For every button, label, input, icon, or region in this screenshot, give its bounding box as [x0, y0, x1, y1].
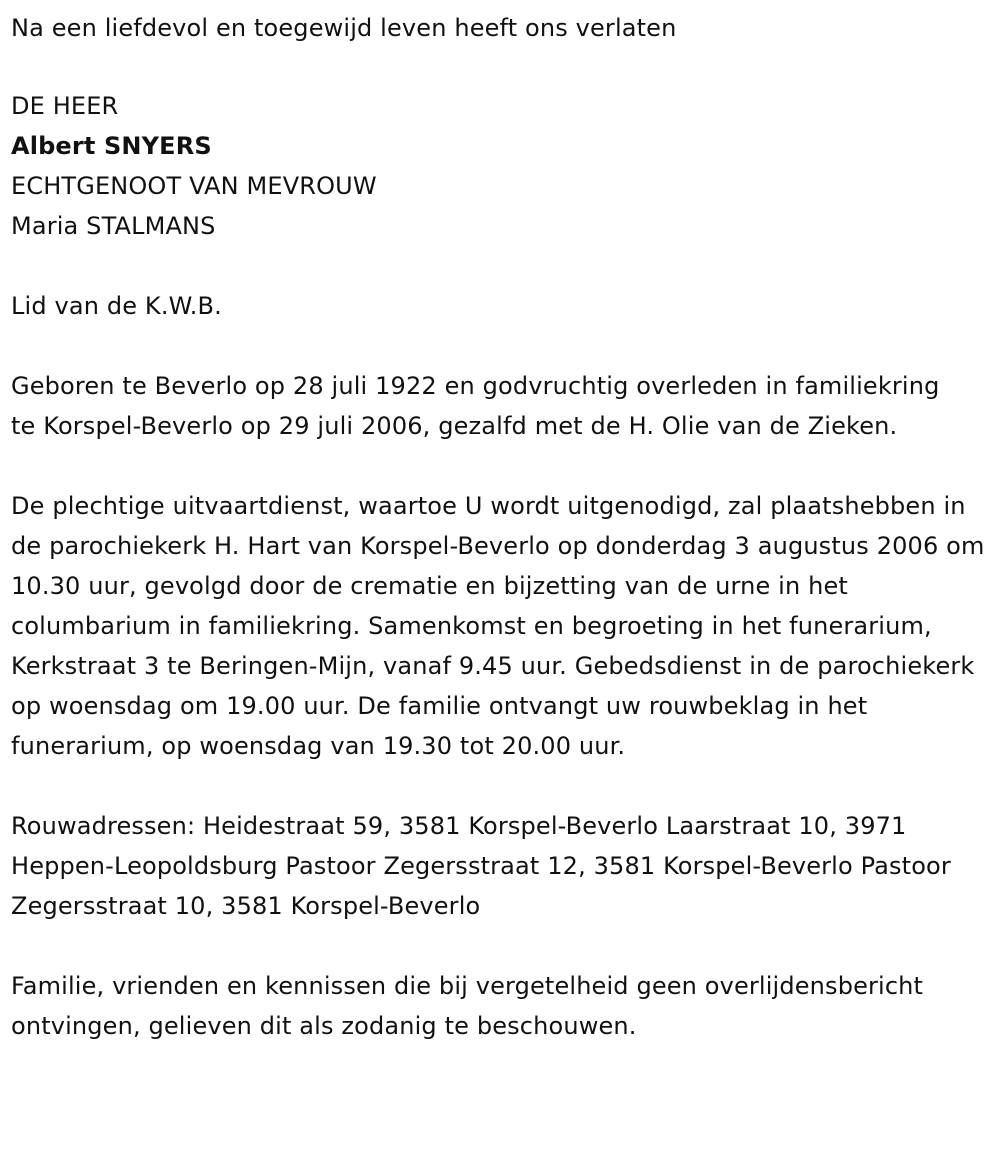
membership-text: Lid van de K.W.B.	[11, 292, 222, 320]
intro-text: Na een liefdevol en toegewijd leven heeft ons verlaten	[11, 14, 677, 42]
honorific-title: DE HEER	[11, 92, 119, 120]
closing-paragraph: Familie, vrienden en kennissen die bij vergetelheid geen overlijdensbericht ontvingen, gelieven dit als zodanig te beschouwen.	[11, 972, 924, 1040]
funeral-service-paragraph: De plechtige uitvaartdienst, waartoe U wordt uitgenodigd, zal plaatshebben in de parochiekerk H. Hart van Korspel-Beverlo op donderdag 3 augustus 2006 om 10.30 uur, gevolgd door de crematie en bijzetting van de urne in het columbarium in familiekring. Samenkomst en begroeting in het funerarium, Kerkstraat 3 te Beringen-Mijn, vanaf 9.45 uur. Gebedsdienst in de parochiekerk op woensdag om 19.00 uur. De familie ontvangt uw rouwbeklag in het funerarium, op woensdag van 19.30 tot 20.00 uur.	[11, 492, 985, 760]
spouse-name: Maria STALMANS	[11, 212, 216, 240]
spouse-label: ECHTGENOOT VAN MEVROUW	[11, 172, 377, 200]
deceased-name: Albert SNYERS	[11, 132, 212, 160]
deceased-block	[11, 86, 988, 246]
mourning-addresses-paragraph: Rouwadressen: Heidestraat 59, 3581 Korspel-Beverlo Laarstraat 10, 3971 Heppen-Leopoldsburg Pastoor Zegersstraat 12, 3581 Korspel-Beverlo Pastoor Zegersstraat 10, 3581 Korspel-Beverlo	[11, 812, 951, 920]
birth-death-paragraph: Geboren te Beverlo op 28 juli 1922 en godvruchtig overleden in familiekring te Korspel-Beverlo op 29 juli 2006, gezalfd met de H. Olie van de Zieken.	[11, 372, 940, 440]
